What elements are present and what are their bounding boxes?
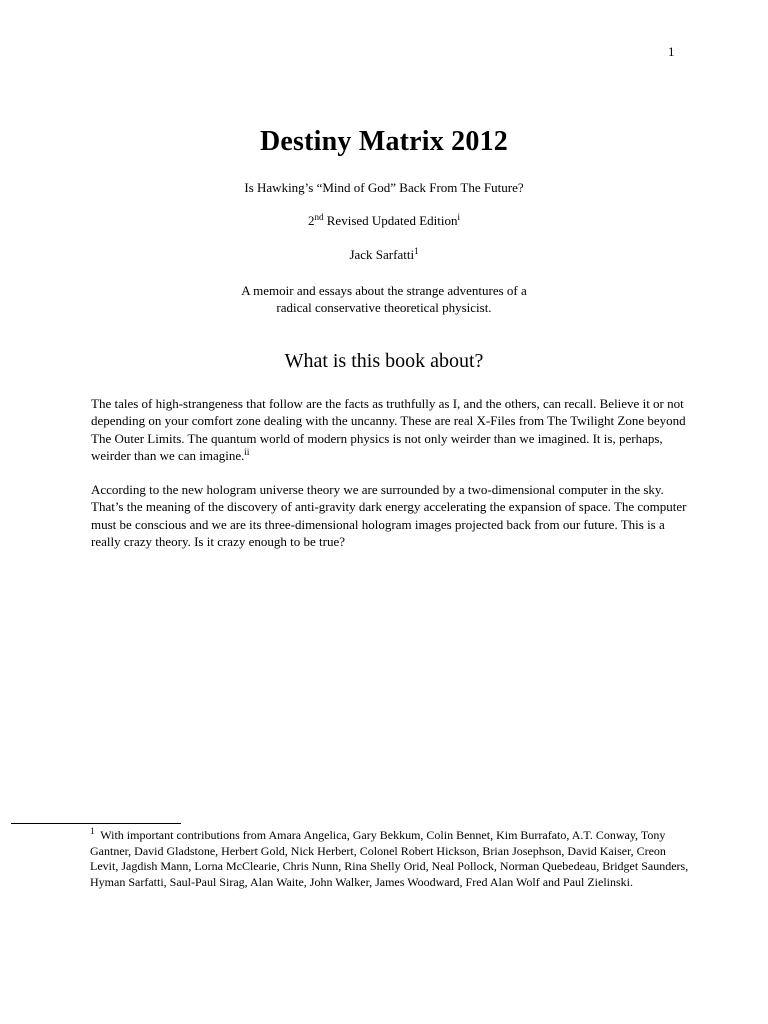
book-subtitle: Is Hawking’s “Mind of God” Back From The Future? (244, 180, 524, 195)
footnote (90, 828, 690, 890)
body-paragraph-2: According to the new hologram universe theory we are surrounded by a two-dimensional computer in the sky. That’s the meaning of the discovery of anti-gravity dark energy accelerating the expansion of space. The computer must be conscious and we are its three-dimensional hologram images projected back from our future. This is a really crazy theory. Is it crazy enough to be true? (91, 482, 687, 550)
memoir-line-2: radical conservative theoretical physicist. (276, 300, 492, 315)
endnote-marker-ii[interactable]: ii (244, 447, 250, 458)
page-number: 1 (668, 44, 675, 59)
paragraph-1-text: The tales of high-strangeness that follow are the facts as truthfully as I, and the others, can recall. Believe it or not depending on your comfort zone dealing with the uncanny. These are real X-Files from The Twilight Zone beyond The Outer Limits. The quantum world of modern physics is not only weirder than we imagined. It is, perhaps, weirder than we can imagine. (91, 396, 686, 464)
endnote-marker[interactable]: i (457, 212, 460, 222)
edition-text: Revised Updated Edition (323, 213, 458, 228)
author-name: Jack Sarfatti (349, 247, 415, 262)
section-heading: What is this book about? (284, 350, 484, 372)
book-title: Destiny Matrix 2012 (260, 126, 508, 157)
edition-ordinal: 2 (308, 213, 315, 228)
author-line (0, 246, 768, 263)
footnote-divider (11, 823, 181, 824)
footnote-number: 1 (90, 826, 95, 836)
footnote-reference[interactable]: 1 (414, 246, 419, 256)
memoir-line-1: A memoir and essays about the strange adventures of a (241, 283, 527, 298)
edition-ordinal-suffix: nd (314, 212, 324, 222)
edition-line (0, 212, 768, 229)
memoir-description (0, 282, 768, 316)
footnote-text: With important contributions from Amara Angelica, Gary Bekkum, Colin Bennet, Kim Burrafato, A.T. Conway, Tony Gantner, David Gladstone, Herbert Gold, Nick Herbert, Colonel Robert Hickson, Brian Josephson, David Kaiser, Creon Levit, Jagdish Mann, Lorna McClearie, Chris Nunn, Rina Shelly Orid, Neal Pollock, Norman Quebedeau, Bridget Saunders, Hyman Sarfatti, Saul-Paul Sirag, Alan Waite, John Walker, James Woodward, Fred Alan Wolf and Paul Zielinski. (90, 828, 689, 889)
body-paragraph-1 (91, 395, 688, 465)
